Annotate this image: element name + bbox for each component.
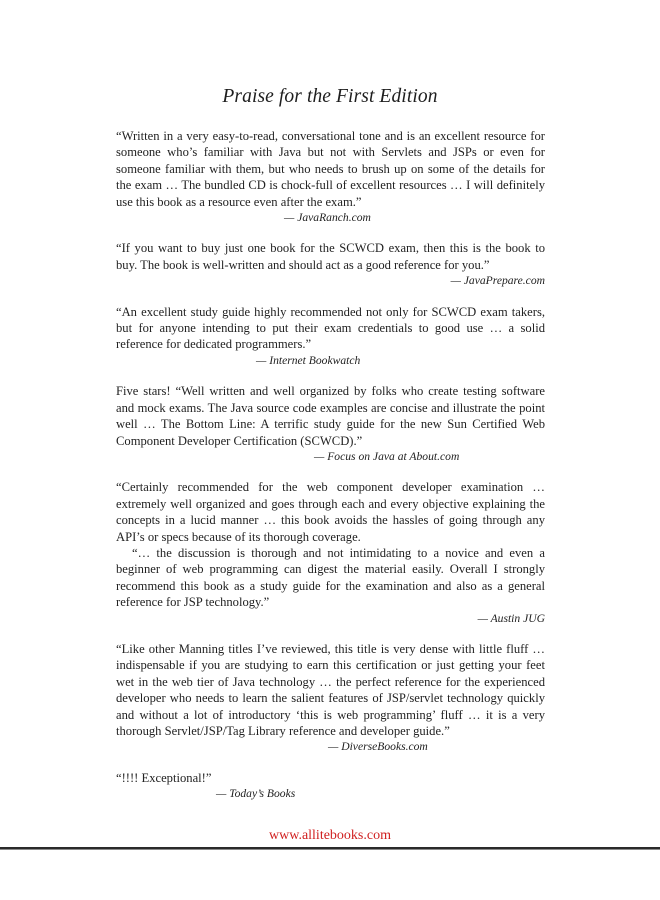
quote-block <box>116 641 545 756</box>
quote-text: “Like other Manning titles I’ve reviewed, this title is very dense with little fluff … indispensable if you are studying to earn this certification or just getting your feet wet in the web tier of Java technology … the perfect reference for the experienced developer who needs to learn the salient features of JSP/servlet technology quickly and without a lot of introductory ‘this is web programming’ fluff … it is a very thorough Servlet/JSP/Tag Library reference and developer guide.” <box>116 641 545 738</box>
quote-attribution: — Austin JUG <box>477 611 545 625</box>
quote-text: “Written in a very easy-to-read, conversational tone and is an excellent resource for someone who’s familiar with Java but not with Servlets and JSPs or even for someone familiar with them, but who needs to brush up on some of the details for the exam … The bundled CD is chock-full of excellent resources … I will definitely use this book as a resource even after the exam.” <box>116 129 545 209</box>
page-divider <box>0 847 660 850</box>
quote-attribution: — JavaRanch.com <box>284 211 371 225</box>
quote-block <box>116 383 545 465</box>
quote-block <box>116 479 545 627</box>
quote-attribution: — DiverseBooks.com <box>328 740 428 754</box>
quote-text: “Certainly recommended for the web component developer examination … extremely well organized and goes through each and every objective explaining the concepts in a lucid manner … this book avoids the hassles of going through any API’s or specs because of its thorough coverage. <box>116 480 545 544</box>
quote-block <box>116 304 545 370</box>
quote-attribution: — Internet Bookwatch <box>256 353 361 367</box>
quote-text: “If you want to buy just one book for the SCWCD exam, then this is the book to buy. The book is well-written and should act as a good reference for you.” <box>116 241 545 272</box>
quote-block <box>116 128 545 226</box>
quote-text: Five stars! “Well written and well organized by folks who create testing software and mock exams. The Java source code examples are concise and illustrate the point well … The Bottom Line: A terrific study guide for the new Sun Certified Web Component Developer Certification (SCWCD).” <box>116 384 545 448</box>
watermark-link[interactable]: www.allitebooks.com <box>269 828 391 843</box>
quote-block <box>116 770 545 803</box>
quote-attribution: — JavaPrepare.com <box>450 274 545 288</box>
quote-attribution: — Today’s Books <box>216 787 296 801</box>
quote-text: “!!!! Exceptional!” <box>116 770 212 785</box>
page-title: Praise for the First Edition <box>222 86 438 107</box>
praise-quotes <box>116 128 545 817</box>
quote-block <box>116 240 545 289</box>
quote-text: “An excellent study guide highly recommended not only for SCWCD exam takers, but for anyone intending to put their exam credentials to good use … a solid reference for dedicated programmers.” <box>116 304 545 352</box>
quote-text-continued: “… the discussion is thorough and not intimidating to a novice and even a beginner of web programming can digest the material easily. Overall I strongly recommend this book as a study guide for the examination and also as a general reference for JSP technology.” <box>116 545 545 610</box>
quote-attribution: — Focus on Java at About.com <box>314 449 460 463</box>
